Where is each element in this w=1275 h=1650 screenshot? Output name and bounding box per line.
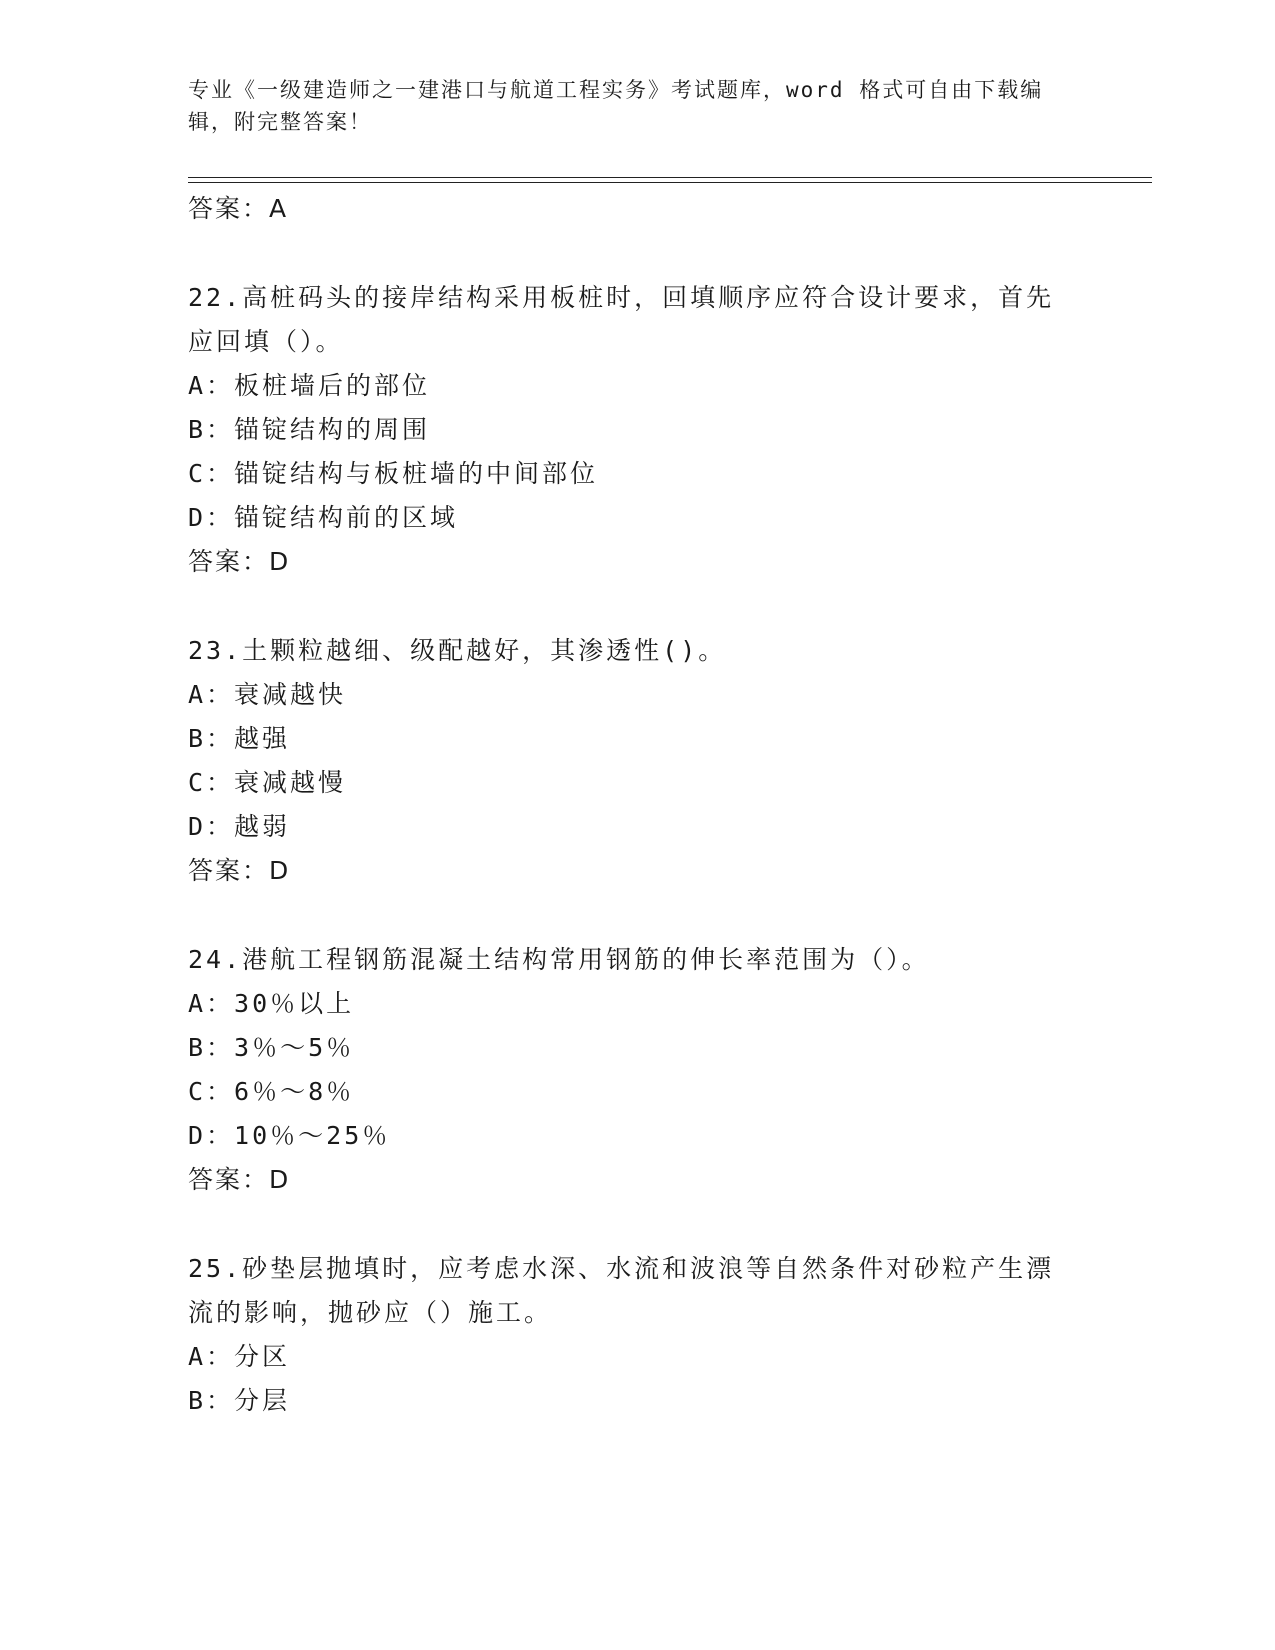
question-25-option-a: A：分区	[188, 1342, 291, 1371]
question-22-answer: 答案：D	[188, 547, 291, 576]
question-22-option-a: A：板桩墙后的部位	[188, 371, 431, 400]
question-23-answer: 答案：D	[188, 856, 291, 885]
question-23-option-c: C：衰减越慢	[188, 768, 347, 797]
question-24-option-c: C：6％～8％	[188, 1077, 355, 1106]
question-22-stem-line1: 22.高桩码头的接岸结构采用板桩时，回填顺序应符合设计要求，首先	[188, 283, 1055, 312]
question-22-option-c: C：锚锭结构与板桩墙的中间部位	[188, 459, 599, 488]
question-23-stem-line1: 23.土颗粒越细、级配越好，其渗透性()。	[188, 636, 727, 665]
question-22-option-b: B：锚锭结构的周围	[188, 415, 431, 444]
header-rule-top	[188, 177, 1152, 178]
question-24-option-b: B：3％～5％	[188, 1033, 355, 1062]
question-24-answer: 答案：D	[188, 1165, 291, 1194]
question-25-option-b: B：分层	[188, 1386, 291, 1415]
question-24-stem-line1: 24.港航工程钢筋混凝土结构常用钢筋的伸长率范围为（）。	[188, 945, 930, 974]
question-23-option-a: A：衰减越快	[188, 680, 347, 709]
question-25-stem-line2: 流的影响，抛砂应（）施工。	[188, 1298, 553, 1327]
question-23-option-b: B：越强	[188, 724, 291, 753]
header-rule-bottom	[188, 182, 1152, 183]
question-22-stem-line2: 应回填（）。	[188, 327, 344, 356]
document-header: 专业《一级建造师之一建港口与航道工程实务》考试题库，word 格式可自由下载编辑，附完整答案！	[188, 78, 1044, 134]
question-23-option-d: D：越弱	[188, 812, 291, 841]
question-25-stem-line1: 25.砂垫层抛填时，应考虑水深、水流和波浪等自然条件对砂粒产生漂	[188, 1254, 1055, 1283]
question-22-option-d: D：锚锭结构前的区域	[188, 503, 459, 532]
question-24-option-d: D：10％～25％	[188, 1121, 391, 1150]
answer-prev: 答案：A	[188, 194, 289, 223]
question-24-option-a: A：30％以上	[188, 989, 355, 1018]
